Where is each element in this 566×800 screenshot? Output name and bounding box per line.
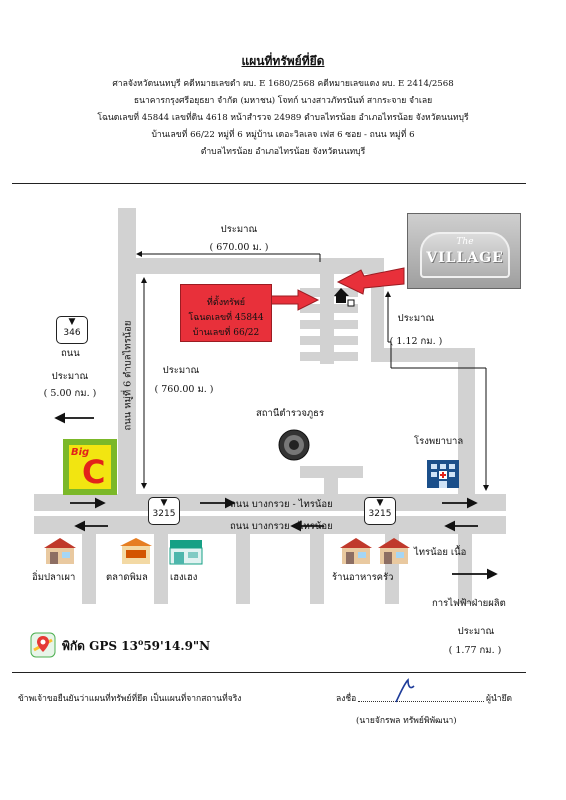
route-346-road: ถนน xyxy=(61,348,80,359)
place-label-3: เฮงเฮง xyxy=(170,572,198,583)
police-label: สถานีตำรวจภูธร xyxy=(256,408,325,419)
property-label: ที่ตั้งทรัพย์ xyxy=(206,298,246,308)
signer-name: (นายจักรพล ทรัพย์พิพัฒนา) xyxy=(356,716,457,726)
property-house-no: บ้านเลขที่ 66/22 xyxy=(192,328,260,338)
gps-coordinates xyxy=(62,637,210,656)
store-icon xyxy=(168,538,204,566)
highway-emblem-icon: ▼ xyxy=(68,317,76,327)
dist-right-label: ประมาณ xyxy=(397,313,435,324)
route-3215-number-a: 3215 xyxy=(152,509,176,519)
dist-left-value: ( 5.00 กม. ) xyxy=(43,388,97,399)
hospital-label: โรงพยาบาล xyxy=(414,436,464,447)
dist-bottom-value: ( 1.77 กม. ) xyxy=(448,645,502,656)
place-label-6: การไฟฟ้าฝ่ายผลิต xyxy=(432,598,506,609)
highway-emblem-icon: ▼ xyxy=(376,498,384,508)
shop-icon xyxy=(40,536,80,566)
place-label-1: อิ่มปลาเผา xyxy=(32,572,76,583)
hospital-icon xyxy=(425,456,461,490)
dist-top-value: ( 670.00 ม. ) xyxy=(209,242,269,253)
route-3215-shield-b xyxy=(364,497,396,525)
bigc-logo xyxy=(63,439,117,495)
property-box xyxy=(180,284,272,342)
parties-line: ธนาคารกรุงศรีอยุธยา จำกัด (มหาชน) โจทก์ นางสาวภัทรนันท์ สากระจาย จำเลย xyxy=(133,96,433,106)
place-label-5: ไทรน้อย เนื้อ xyxy=(414,547,467,558)
property-deed: โฉนดเลขที่ 45844 xyxy=(188,313,264,323)
dist-top-label: ประมาณ xyxy=(220,224,258,235)
signature-mark xyxy=(392,676,426,704)
gps-degree: o xyxy=(137,637,144,647)
bigc-c-icon: C xyxy=(82,453,106,491)
route-346-number: 346 xyxy=(63,328,81,338)
village-sign xyxy=(407,213,521,289)
route-3215-number-b: 3215 xyxy=(368,509,392,519)
district-line: ตำบลไทรน้อย อำเภอไทรน้อย จังหวัดนนทบุรี xyxy=(200,147,366,157)
highway-emblem-icon: ▼ xyxy=(160,498,168,508)
route-3215-shield-a xyxy=(148,497,180,525)
address-line: บ้านเลขที่ 66/22 หมู่ที่ 6 หมู่บ้าน เดอะวิลเลจ เฟส 6 ซอย - ถนน หมู่ที่ 6 xyxy=(151,130,415,140)
property-arrow xyxy=(270,290,318,310)
village-name: VILLAGE xyxy=(426,250,504,266)
place-label-2: ตลาดพิมล xyxy=(106,572,148,583)
gps-label: พิกัด GPS 13 xyxy=(62,639,138,653)
route-346-shield xyxy=(56,316,88,344)
village-arrow xyxy=(338,268,404,294)
main-road-label-lower: ถนน บางกรวย - ไทรน้อย xyxy=(230,521,333,532)
dist-mid-value: ( 760.00 ม. ) xyxy=(154,384,214,395)
place-label-4: ร้านอาหารครัว xyxy=(332,572,394,583)
sign-prefix: ลงชื่อ xyxy=(336,694,357,704)
restaurant-icon-1 xyxy=(336,536,376,566)
dist-bottom-label: ประมาณ xyxy=(457,626,495,637)
case-line: ศาลจังหวัดนนทบุรี คดีหมายเลขดำ ผบ. E 1680/2568 คดีหมายเลขแดง ผบ. E 2414/2568 xyxy=(112,79,454,89)
gps-map-icon xyxy=(30,632,56,658)
dist-mid-label: ประมาณ xyxy=(162,365,200,376)
map-title: แผนที่ทรัพย์ที่ยึด xyxy=(241,54,325,68)
gps-value: 59'14.9"N xyxy=(143,639,211,653)
dist-left-label: ประมาณ xyxy=(51,371,89,382)
restaurant-icon-2 xyxy=(374,536,414,566)
footer-divider xyxy=(12,672,526,673)
bigc-text: Big xyxy=(71,447,90,458)
road-moo6-label: ถนน หมู่ที่ 6 ตำบลไทรน้อย xyxy=(122,320,134,431)
police-badge-icon xyxy=(277,428,311,462)
dist-right-value: ( 1.12 กม. ) xyxy=(389,336,443,347)
deed-line: โฉนดเลขที่ 45844 เลขที่ดิน 4618 หน้าสำรวจ 24989 ตำบลไทรน้อย อำเภอไทรน้อย จังหวัดนนทบุรี xyxy=(97,113,469,123)
market-icon xyxy=(118,536,154,566)
sign-suffix: ผู้นำยึด xyxy=(486,694,513,704)
village-script: The xyxy=(456,237,474,247)
main-road-label-upper: ถนน บางกรวย - ไทรน้อย xyxy=(230,499,333,510)
footer-statement: ข้าพเจ้าขอยืนยันว่าแผนที่ทรัพย์ที่ยึด เป็นแผนที่จากสถานที่จริง xyxy=(18,694,242,704)
